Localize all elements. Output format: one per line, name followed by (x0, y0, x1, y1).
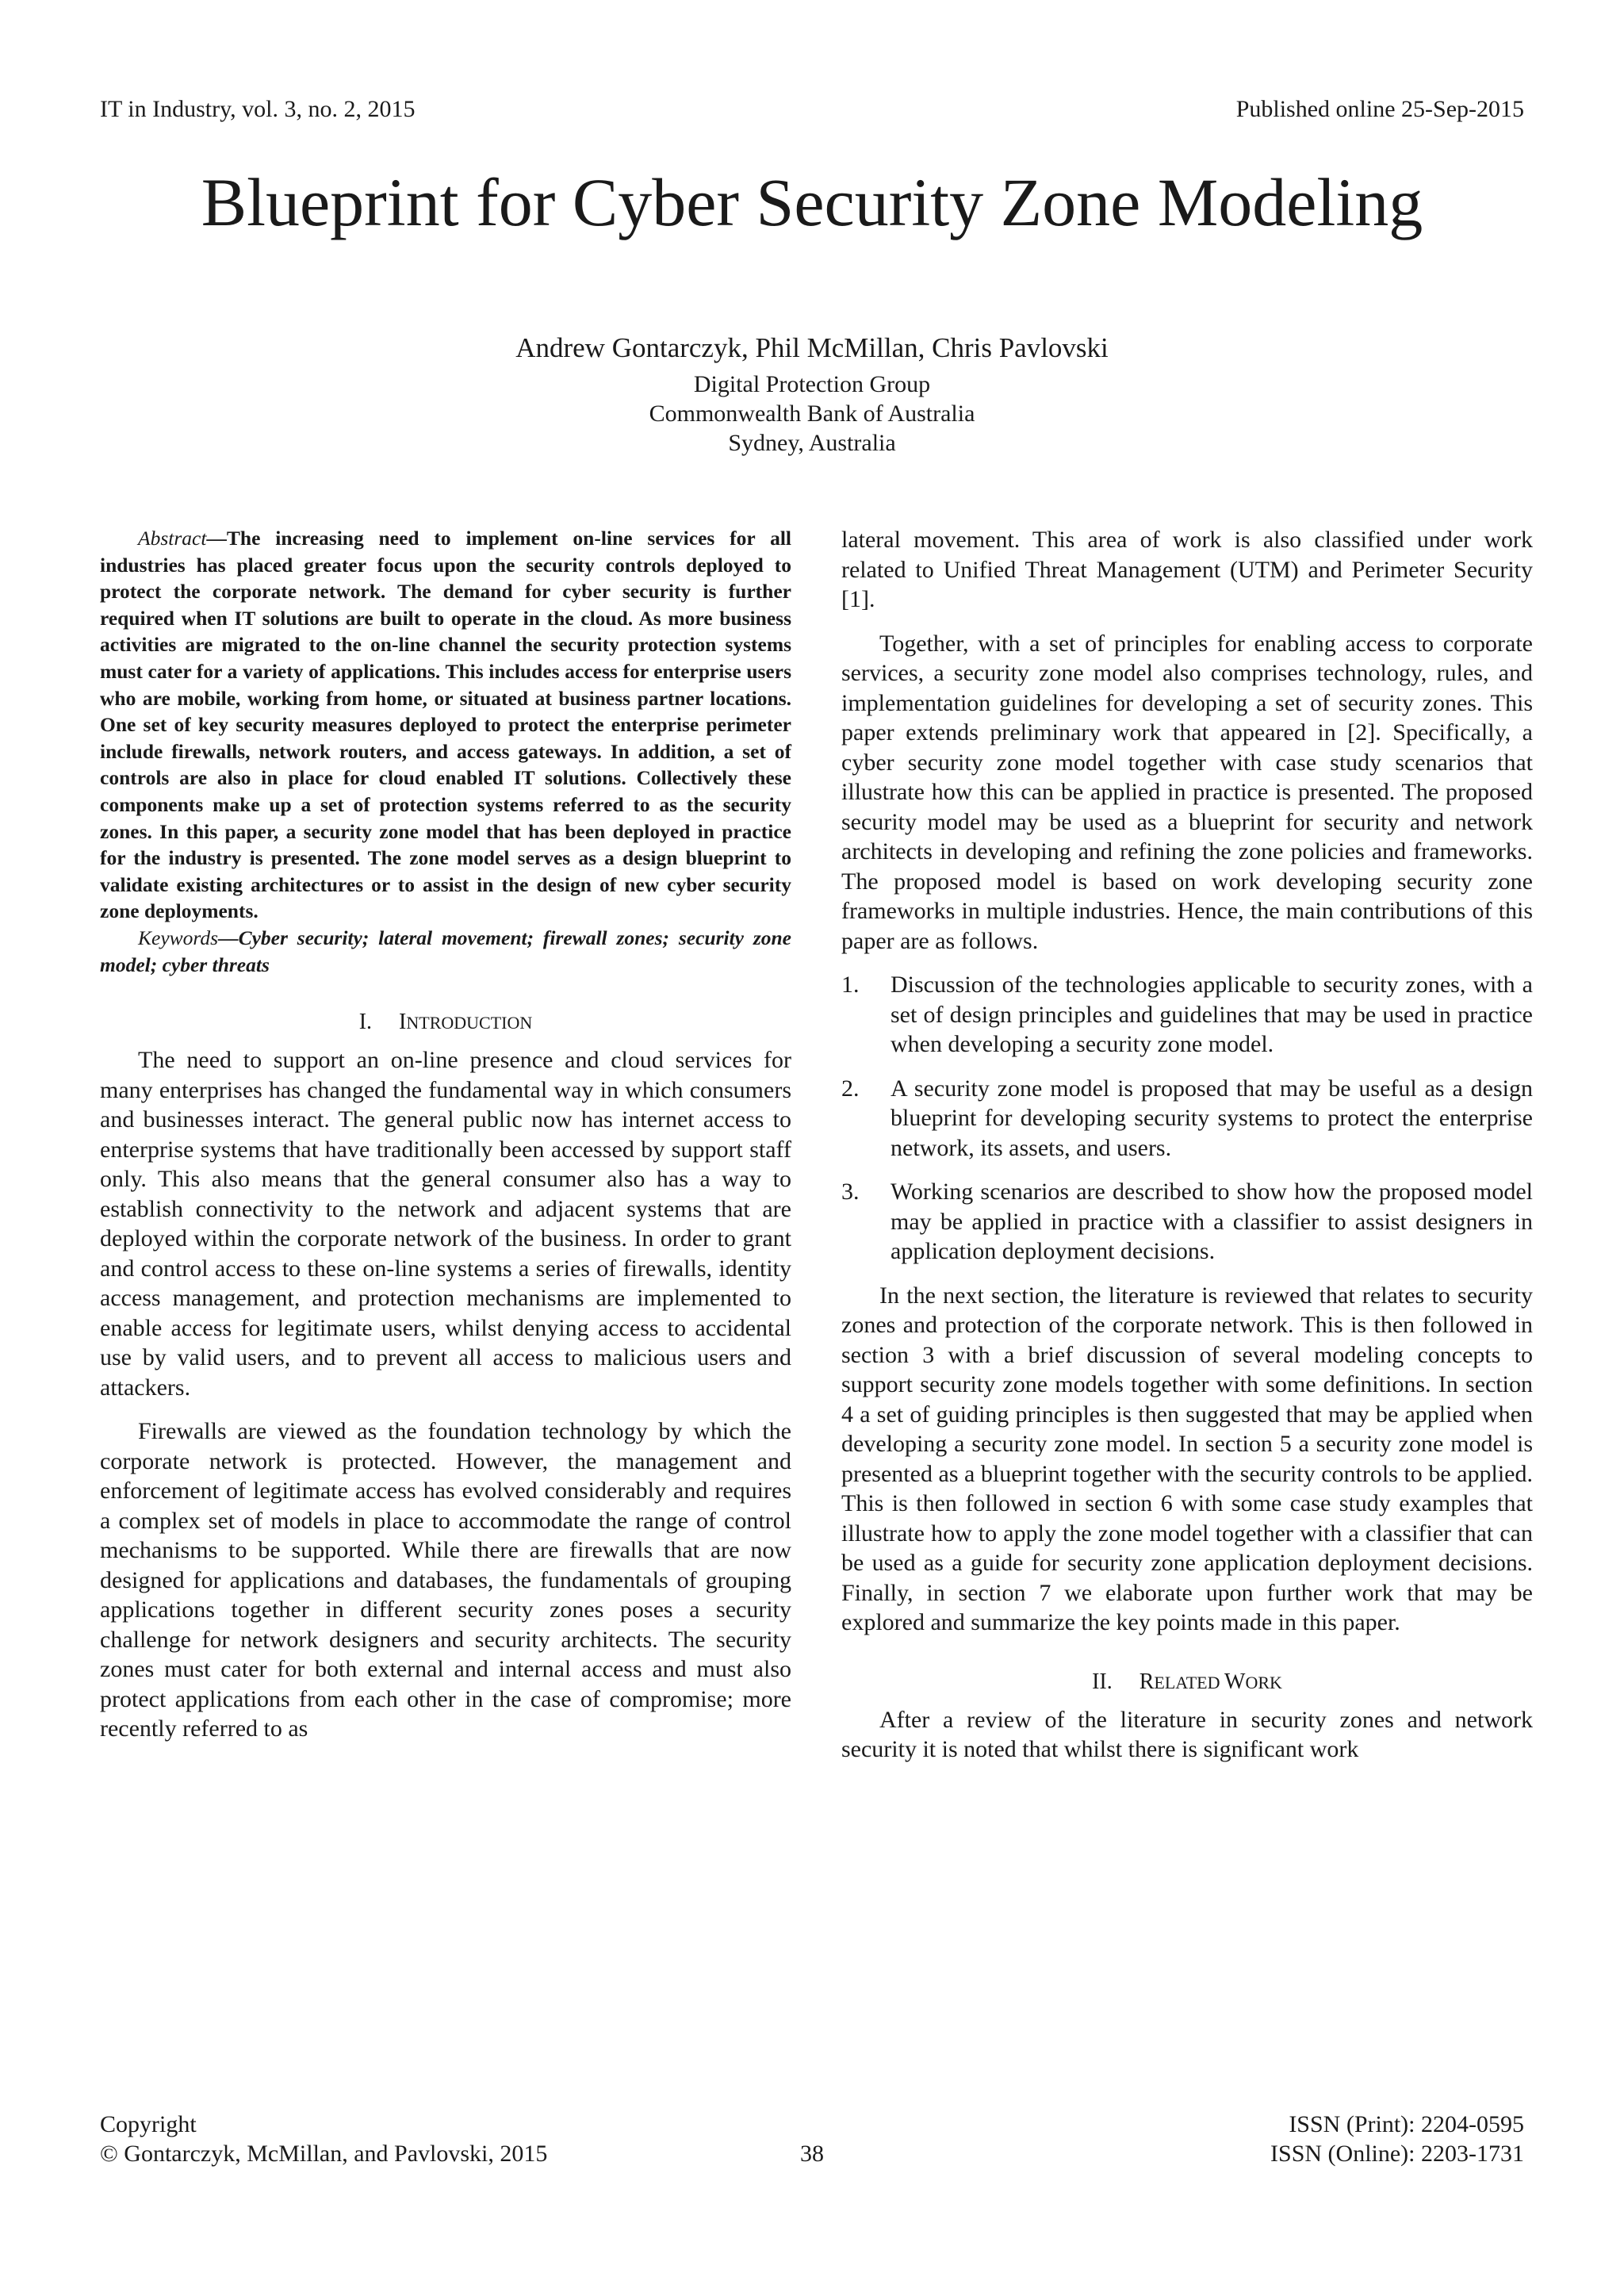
publication-date: Published online 25-Sep-2015 (1235, 96, 1524, 122)
section-title-initial: R (1139, 1669, 1155, 1694)
left-column (100, 525, 791, 1758)
section-title-rest: NTRODUCTION (406, 1013, 533, 1033)
journal-info: IT in Industry, vol. 3, no. 2, 2015 (100, 96, 416, 122)
keywords (100, 925, 791, 978)
issn-block (1270, 2110, 1524, 2168)
section-title-initial-2: W (1224, 1669, 1246, 1694)
intro-paragraph-3: Together, with a set of principles for enabling access to corporate services, a security zone model also comprises technology, rules, and implementation guidelines for developing a set of security zones. This paper extends preliminary work that appeared in [2]. Specifically, a cyber security zone model together with case study scenarios that illustrate how this can be applied in practice is presented. The proposed security model may be used as a blueprint for security and network architects in developing and refining the zone policies and frameworks. The proposed model is based on work developing security zone frameworks in multiple industries. Hence, the main contributions of this paper are as follows. (841, 630, 1533, 954)
section-heading-introduction (100, 1008, 791, 1037)
abstract-dash: — (206, 527, 227, 550)
right-column (841, 525, 1533, 1779)
related-work-paragraph-1: After a review of the literature in security zones and network security it is noted that whilst there is significant work (841, 1706, 1533, 1762)
keywords-dash: — (218, 926, 239, 949)
section-title-rest-2: ORK (1245, 1672, 1282, 1692)
issn-online: ISSN (Online): 2203-1731 (1270, 2141, 1524, 2167)
contributions-list (841, 970, 1533, 1267)
section-number: I. (358, 1010, 373, 1035)
keywords-text: Cyber security; lateral movement; firewall zones; security zone model; cyber threats (100, 926, 791, 976)
section-title-rest: ELATED (1154, 1672, 1225, 1692)
affiliation-organization: Commonwealth Bank of Australia (649, 401, 975, 427)
intro-paragraph-2-continued: lateral movement. This area of work is also classified under work related to Unified Threat Management (UTM) and Perimeter Security [1]. (841, 527, 1533, 612)
page-footer (100, 2110, 1524, 2181)
section-heading-related-work (841, 1668, 1533, 1697)
issn-print: ISSN (Print): 2204-0595 (1289, 2111, 1524, 2137)
intro-paragraph-4: In the next section, the literature is reviewed that relates to security zones and protection of the corporate network. This is then followed in section 3 with a brief discussion of several modeling concepts to support security zone models together with some definitions. In section 4 a set of guiding principles is then suggested that may be applied when developing a security zone model. In section 5 a security zone model is presented as a blueprint together with the security controls to be applied. This is then followed in section 6 with some case study examples that illustrate how to apply the zone model together with a classifier that can be used as a guide for security zone application deployment decisions. Finally, in section 7 we elaborate upon further work that may be explored and summarize the key points made in this paper. (841, 1282, 1533, 1635)
affiliation-block (0, 370, 1624, 458)
abstract-text: The increasing need to implement on-line services for all industries has placed greater focus upon the security controls deployed to protect the corporate network. The demand for cyber security is further required when IT solutions are built to operate in the cloud. As more business activities are migrated to the on-line channel the security protection systems must cater for a variety of applications. This includes access for enterprise users who are mobile, working from home, or situated at business partner locations. One set of key security measures deployed to protect the enterprise perimeter include firewalls, network routers, and access gateways. In addition, a set of controls are also in place for cloud enabled IT solutions. Collectively these components make up a set of protection systems referred to as the security zones. In this paper, a security zone model that has been deployed in practice for the industry is presented. The zone model serves as a design blueprint to validate existing architectures or to assist in the design of new cyber security zone deployments. (100, 527, 791, 923)
author-list: Andrew Gontarczyk, Phil McMillan, Chris Pavlovski (515, 332, 1109, 363)
list-text: Discussion of the technologies applicable to security zones, with a set of design principles and guidelines that may be used in practice when developing a security zone model. (891, 972, 1533, 1057)
intro-paragraph-2: Firewalls are viewed as the foundation technology by which the corporate network is protected. However, the management and enforcement of legitimate access has evolved considerably and requires a complex set of models in place to accommodate the range of control mechanisms to be supported. While there are firewalls that are now designed for applications and databases, the fundamentals of grouping applications together in different security zones poses a security challenge for network designers and security architects. The security zones must cater for both external and internal access and must also protect applications from each other in the case of compromise; more recently referred to as (100, 1418, 791, 1742)
paper-title: Blueprint for Cyber Security Zone Modeling (201, 164, 1423, 240)
list-number: 2. (841, 1075, 860, 1102)
list-text: Working scenarios are described to show how the proposed model may be applied in practice with a classifier to assist designers in application deployment decisions. (891, 1179, 1533, 1264)
section-number: II. (1092, 1669, 1113, 1694)
list-text: A security zone model is proposed that may be useful as a design blueprint for developing security systems to protect the enterprise network, its assets, and users. (891, 1075, 1533, 1161)
running-header (100, 94, 1524, 125)
copyright-label: Copyright (100, 2111, 197, 2137)
list-number: 1. (841, 972, 860, 998)
copyright-text: © Gontarczyk, McMillan, and Pavlovski, 2015 (100, 2141, 548, 2167)
page-number: 38 (800, 2141, 824, 2167)
list-number: 3. (841, 1179, 860, 1205)
list-item (841, 1074, 1533, 1163)
list-item (841, 1177, 1533, 1267)
keywords-label: Keywords (138, 926, 219, 949)
affiliation-location: Sydney, Australia (728, 430, 896, 456)
list-item (841, 970, 1533, 1060)
abstract (100, 525, 791, 925)
abstract-label: Abstract (138, 527, 207, 550)
intro-paragraph-1: The need to support an on-line presence and cloud services for many enterprises has changed the fundamental way in which consumers and businesses interact. The general public now has internet access to enterprise systems that have traditionally been accessed by support staff only. This also means that the general consumer also has a way to establish connectivity to the network and adjacent systems that are deployed within the corporate network of the business. In order to grant and control access to these on-line systems a series of firewalls, identity access management, and protection mechanisms are implemented to enable access for legitimate users, whilst denying access to accidental use by valid users, and to prevent all access to malicious users and attackers. (100, 1047, 791, 1401)
section-title-initial: I (399, 1010, 407, 1035)
affiliation-group: Digital Protection Group (693, 371, 931, 397)
